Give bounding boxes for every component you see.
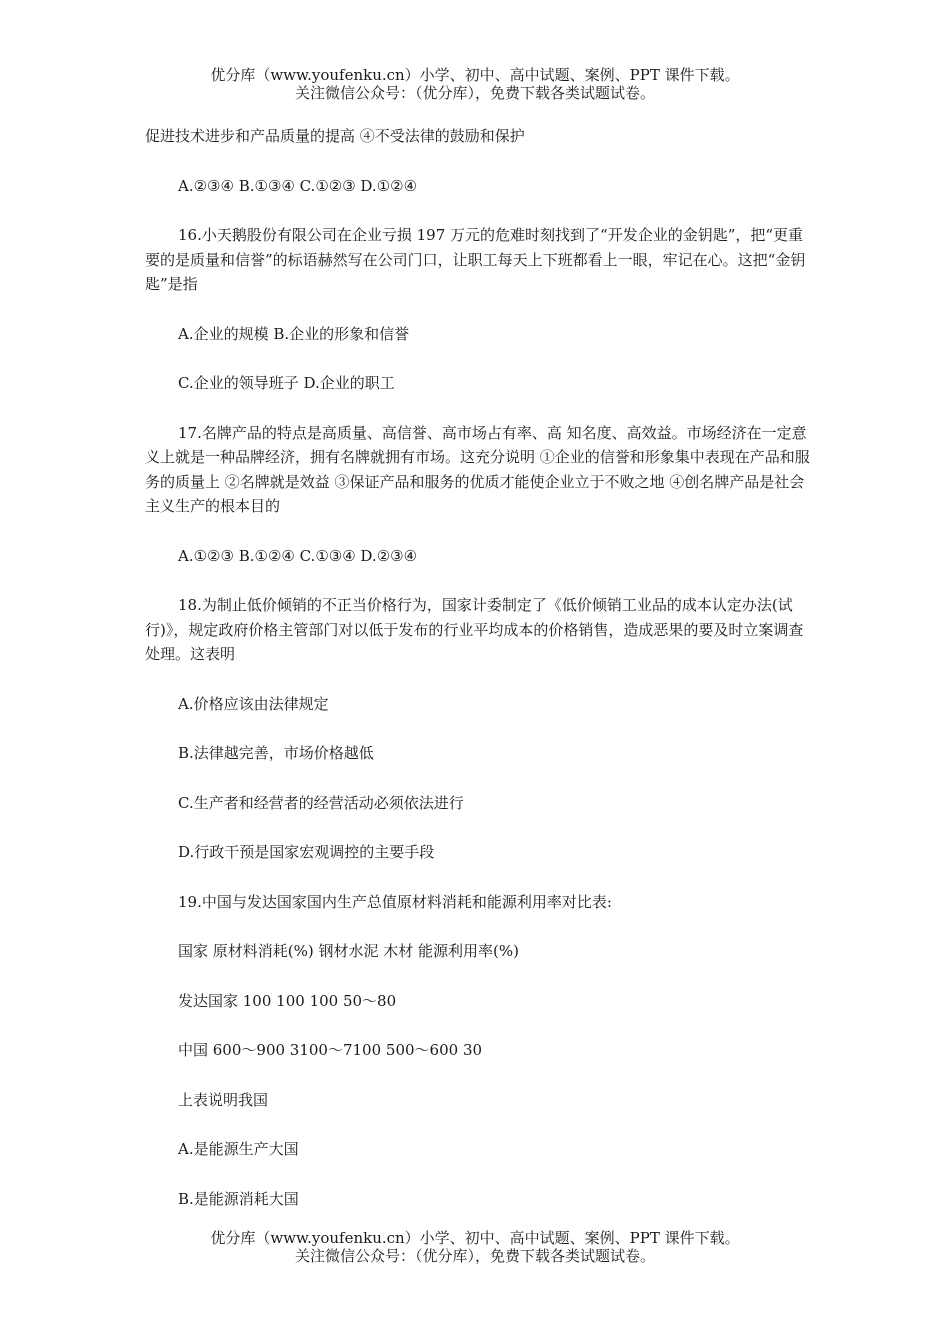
page-footer <box>0 1229 950 1265</box>
q15-options: A.②③④ B.①③④ C.①②③ D.①②④ <box>178 176 418 195</box>
q17-stem: 17.名牌产品的特点是高质量、高信誉、高市场占有率、高 知名度、高效益。市场经济在一定意义上就是一种品牌经济，拥有名牌就拥有市场。这充分说明 ①企业的信誉和形象集中表现在产品和服务的质量上 ②名牌就是效益 ③保证产品和服务的优质才能使企业立于不败之地 ④创名牌产品是社会主义生产的根本目的 <box>145 423 810 515</box>
q19-prompt: 上表说明我国 <box>178 1090 269 1109</box>
q15-continuation: 促进技术进步和产品质量的提高 ④不受法律的鼓励和保护 <box>145 127 525 145</box>
q16-options-cd: C.企业的领导班子 D.企业的职工 <box>178 374 395 392</box>
header-line-2: 关注微信公众号：（优分库），免费下载各类试题试卷。 <box>294 84 655 102</box>
q19-table-header: 国家 原材料消耗(%) 钢材水泥 木材 能源利用率(%) <box>178 942 519 960</box>
header-line-1: 优分库（www.youfenku.cn）小学、初中、高中试题、案例、PPT 课件下载。 <box>210 66 740 84</box>
q16-stem: 16.小天鹅股份有限公司在企业亏损 197 万元的危难时刻找到了“开发企业的金钥匙”，把“更重要的是质量和信誉”的标语赫然写在公司门口，让职工每天上下班都看上一眼，牢记在心。这把“金钥匙”是指 <box>145 226 806 293</box>
q18-stem: 18.为制止低价倾销的不正当价格行为，国家计委制定了《低价倾销工业品的成本认定办法(试行)》，规定政府价格主管部门对以低于发布的行业平均成本的价格销售，造成恶果的要及时立案调查处理。这表明 <box>145 596 804 663</box>
document-body <box>145 124 810 1211</box>
page-header <box>0 66 950 102</box>
q19-option-b: B.是能源消耗大国 <box>178 1189 299 1208</box>
q19-table-row-developed: 发达国家 100 100 100 50～80 <box>178 991 397 1010</box>
q18-option-c: C.生产者和经营者的经营活动必须依法进行 <box>178 793 464 812</box>
q16-options-ab: A.企业的规模 B.企业的形象和信誉 <box>178 324 410 343</box>
q19-table-row-china: 中国 600～900 3100～7100 500～600 30 <box>178 1041 483 1059</box>
footer-line-1: 优分库（www.youfenku.cn）小学、初中、高中试题、案例、PPT 课件下载。 <box>210 1229 740 1247</box>
q17-options: A.①②③ B.①②④ C.①③④ D.②③④ <box>178 546 418 565</box>
q18-option-a: A.价格应该由法律规定 <box>178 694 329 713</box>
q19-stem: 19.中国与发达国家国内生产总值原材料消耗和能源利用率对比表: <box>178 892 612 911</box>
q18-option-b: B.法律越完善，市场价格越低 <box>178 744 374 762</box>
q19-option-a: A.是能源生产大国 <box>178 1140 299 1158</box>
q18-option-d: D.行政干预是国家宏观调控的主要手段 <box>178 843 435 861</box>
footer-line-2: 关注微信公众号：（优分库），免费下载各类试题试卷。 <box>294 1247 655 1265</box>
